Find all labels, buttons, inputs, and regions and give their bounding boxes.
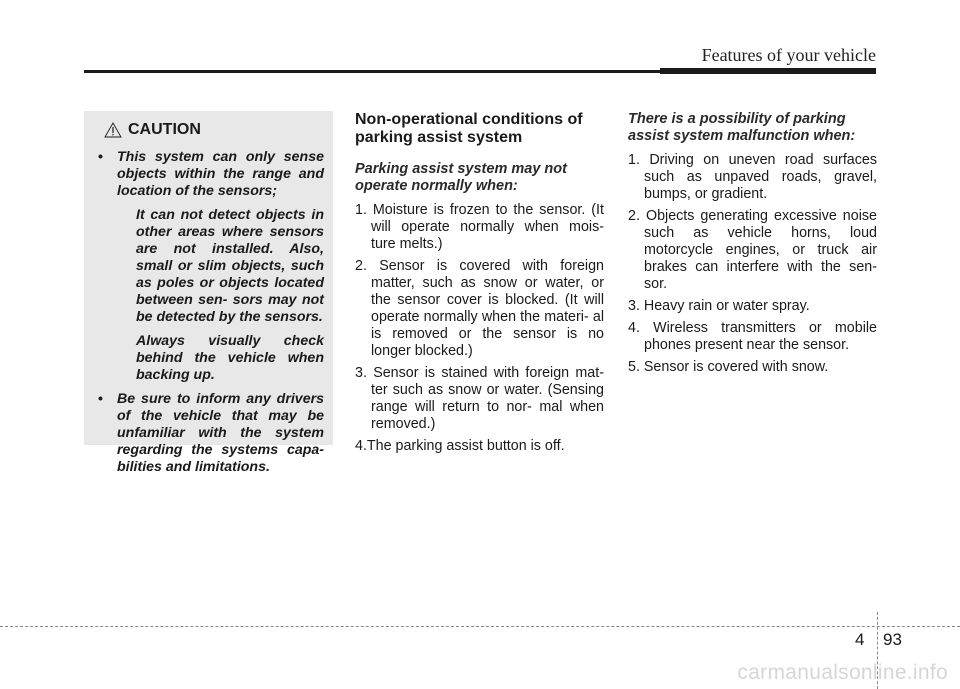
caution-title: CAUTION <box>128 121 201 138</box>
caution-box <box>84 111 333 475</box>
caution-paragraph: It can not detect objects in other areas where sensors are not installed. Also, small or slim objects, such as poles or objects located between sen- sors may not be detected by the sensors. <box>136 207 324 325</box>
sub-heading: There is a possibility of parking assist system malfunction when: <box>628 111 856 144</box>
condition-list <box>355 202 604 455</box>
list-item: 2. Sensor is covered with foreign matter, such as snow or water, or the sensor cover is blocked. (It will operate normally when the materi- al is removed or the sensor is no longer blocked.) <box>355 258 604 359</box>
list-item: 5. Sensor is covered with snow. <box>628 359 829 375</box>
list-item: 2. Objects generating excessive noise such as vehicle horns, loud motorcycle engines, or truck air brakes can interfere with the sen- sor. <box>628 208 877 292</box>
bullet-icon: • <box>98 391 103 407</box>
watermark: carmanualsonline.info <box>737 661 948 684</box>
caution-item <box>98 391 324 476</box>
sub-heading: Parking assist system may not operate normally when: <box>355 161 567 194</box>
section-title: Features of your vehicle <box>701 45 876 65</box>
malfunction-list <box>628 152 877 376</box>
list-item: 3. Sensor is stained with foreign mat- ter such as snow or water. (Sensing range will return to nor- mal when removed.) <box>355 365 604 432</box>
right-column <box>628 111 877 381</box>
bullet-icon: • <box>98 149 103 165</box>
footer-divider <box>0 626 960 627</box>
warning-triangle-icon <box>104 122 122 138</box>
list-item: 4.The parking assist button is off. <box>355 438 565 454</box>
chapter-number: 4 <box>855 630 865 649</box>
caution-list <box>98 149 324 476</box>
caution-paragraph: Be sure to inform any drivers of the vehicle that may be unfamiliar with the system regarding the systems capa- bilities and limitations. <box>117 391 324 475</box>
header-divider-accent <box>660 68 876 74</box>
middle-column <box>355 111 604 460</box>
list-item: 1. Moisture is frozen to the sensor. (It will operate normally when mois- ture melts.) <box>355 202 604 252</box>
caution-paragraph: This system can only sense objects within the range and location of the sensors; <box>117 149 324 199</box>
caution-paragraph: Always visually check behind the vehicle when backing up. <box>136 333 324 383</box>
section-heading: Non-operational conditions of parking assist system <box>355 111 583 146</box>
caution-header <box>104 121 324 139</box>
page-number: 93 <box>883 630 902 649</box>
caution-item <box>98 149 324 384</box>
list-item: 4. Wireless transmitters or mobile phones present near the sensor. <box>628 320 877 353</box>
list-item: 1. Driving on uneven road surfaces such as unpaved roads, gravel, bumps, or gradient. <box>628 152 877 202</box>
list-item: 3. Heavy rain or water spray. <box>628 298 810 314</box>
